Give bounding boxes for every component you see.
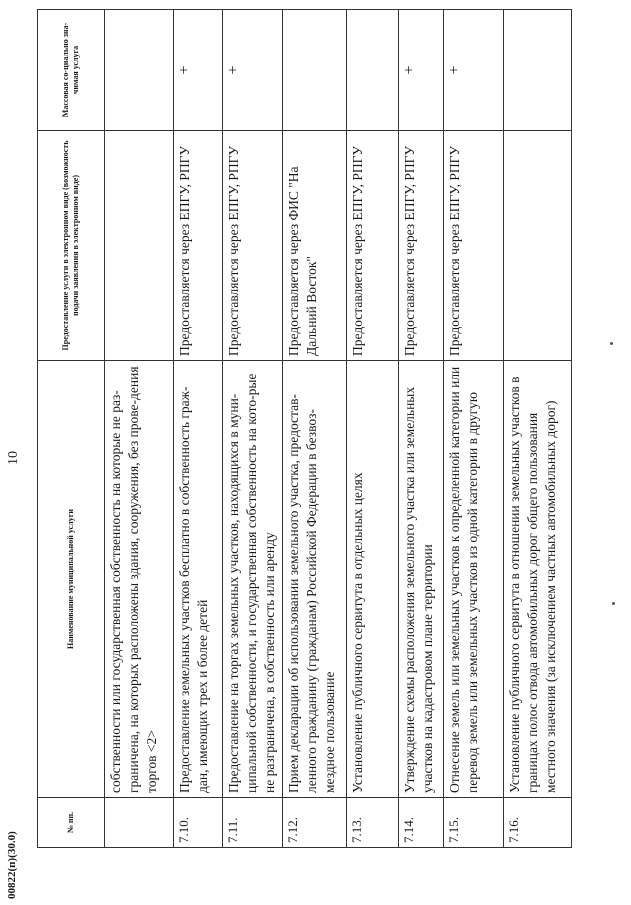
scan-speck [612,602,615,605]
row-name: Прием декларации об использовании земельного участка, предостав-ленного гражданину (гражданам) Российской Федерации в безвоз-мездное пользование [283,361,347,798]
row-num: 7.12. [283,798,347,848]
table-row [347,10,399,848]
header-epgu: Предоставление услуги в электронном виде (возможность подачи заявления в электронном виде) [38,131,105,361]
row-mass [105,10,174,131]
row-num: 7.11. [223,798,283,848]
table-row [223,10,283,848]
row-name: собственности или государственная собственность на которые не раз-граничена, на которых расположены здания, сооружения, без прове-дения торгов <2> [105,361,174,798]
row-mass [283,10,347,131]
row-epgu: Предоставляется через ЕПГУ, РПГУ [444,131,504,361]
table-row [105,10,174,848]
row-epgu [105,131,174,361]
footer-code: 00822(п)(30.0) [6,831,18,899]
row-name: Отнесение земель или земельных участков к определенной категории или перевод земель или земельных участков из одной категории в другую [444,361,504,798]
row-mass: + [174,10,223,131]
row-name: Предоставление на торгах земельных участков, находящихся в муни-ципальной собственности, и государственная собственность на кото-рые не разграничена, в собственность или аренду [223,361,283,798]
row-mass: + [223,10,283,131]
header-mass: Массовая со-циально зна-чимая услуга [38,10,105,131]
row-epgu: Предоставляется через ЕПГУ, РПГУ [223,131,283,361]
row-mass [504,10,572,131]
table-header-row [38,10,105,848]
row-epgu: Предоставляется через ЕПГУ, РПГУ [347,131,399,361]
row-epgu: Предоставляется через ФИС "На Дальний Восток" [283,131,347,361]
services-table [37,9,572,848]
row-num [105,798,174,848]
table-row [504,10,572,848]
row-mass [347,10,399,131]
row-name: Установление публичного сервитута в отношении земельных участков в границах полос отвода автомобильных дорог общего пользования местного значения (за исключением частных автомобильных дорог) [504,361,572,798]
row-name: Установление публичного сервитута в отдельных целях [347,361,399,798]
header-name: Наименование муниципальной услуги [38,361,105,798]
row-mass: + [399,10,444,131]
scan-speck [610,342,613,345]
row-name: Утверждение схемы расположения земельного участка или земельных участков на кадастровом плане территории [399,361,444,798]
table-row [444,10,504,848]
row-name: Предоставление земельных участков бесплатно в собственность граж-дан, имеющих трех и более детей [174,361,223,798]
row-num: 7.14. [399,798,444,848]
row-mass: + [444,10,504,131]
row-epgu: Предоставляется через ЕПГУ, РПГУ [399,131,444,361]
page-number: 10 [6,451,21,465]
table-row [399,10,444,848]
table-row [174,10,223,848]
row-num: 7.15. [444,798,504,848]
header-num: № пп. [38,798,105,848]
row-epgu [504,131,572,361]
row-epgu: Предоставляется через ЕПГУ, РПГУ [174,131,223,361]
row-num: 7.13. [347,798,399,848]
row-num: 7.10. [174,798,223,848]
table-row [283,10,347,848]
row-num: 7.16. [504,798,572,848]
